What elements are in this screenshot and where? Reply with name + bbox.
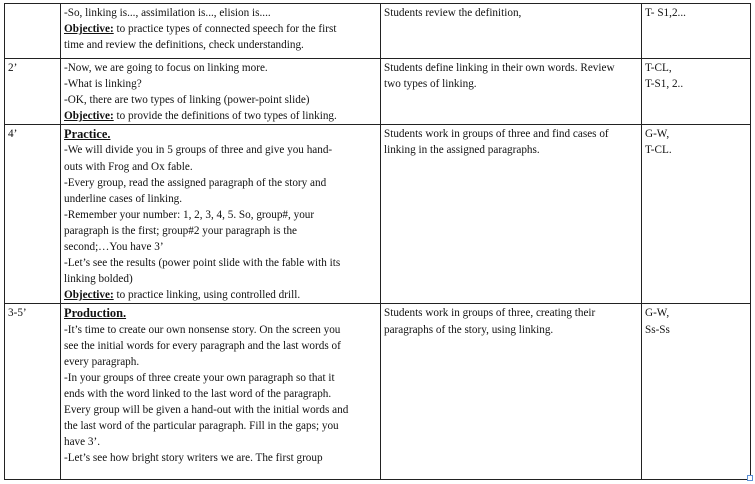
table-row	[5, 304, 751, 480]
interaction-cell	[642, 4, 751, 59]
teacher-line: -Now, we are going to focus on linking more.	[64, 62, 268, 74]
teacher-line: ends with the word linked to the last word of the paragraph.	[64, 387, 332, 400]
teacher-line: -We will divide you in 5 groups of three and give you hand-	[64, 144, 333, 157]
student-line: Students review the definition,	[384, 7, 522, 19]
interaction-line: G-W,	[645, 307, 670, 320]
student-line: linking in the assigned paragraphs.	[384, 144, 540, 157]
teacher-line: paragraph is the first; group#2 your paragraph is the	[64, 224, 298, 237]
teacher-line: -So, linking is..., assimilation is..., elision is....	[64, 7, 271, 19]
interaction-line: T-CL.	[645, 144, 672, 157]
teacher-line: Every group will be given a hand-out with the initial words and	[64, 403, 349, 416]
time-cell: 4’	[5, 125, 61, 304]
interaction-line: G-W,	[645, 128, 670, 141]
teacher-line: see the initial words for every paragraph and the last words of	[64, 339, 341, 352]
teacher-activity-cell	[61, 304, 381, 480]
objective-label: Objective:	[64, 23, 114, 36]
objective-text: to practice linking, using controlled drill.	[113, 289, 301, 302]
teacher-activity-cell	[61, 59, 381, 125]
objective-text: to provide the definitions of two types of linking.	[113, 110, 337, 123]
teacher-line: underline cases of linking.	[64, 192, 183, 205]
teacher-line: linking bolded)	[64, 273, 133, 286]
interaction-line: Ss-Ss	[645, 323, 670, 336]
teacher-line: -Let’s see the results (power point slide with the fable with its	[64, 257, 341, 270]
teacher-activity-cell	[61, 4, 381, 59]
teacher-line: -Every group, read the assigned paragraph of the story and	[64, 176, 327, 189]
time-cell: 2’	[5, 59, 61, 125]
time-cell: 3-5’	[5, 304, 61, 480]
section-heading-practice: Practice.	[64, 127, 111, 142]
teacher-line: have 3’.	[64, 436, 101, 449]
objective-text: time and review the definitions, check understanding.	[64, 39, 304, 52]
student-line: Students define linking in their own words. Review	[384, 62, 615, 74]
teacher-line: -In your groups of three create your own paragraph so that it	[64, 371, 335, 384]
teacher-activity-cell	[61, 125, 381, 304]
student-activity-cell	[381, 304, 642, 480]
objective-label: Objective:	[64, 110, 114, 123]
interaction-cell	[642, 304, 751, 480]
teacher-line: -It’s time to create our own nonsense story. On the screen you	[64, 323, 341, 336]
interaction-cell	[642, 125, 751, 304]
teacher-line: outs with Frog and Ox fable.	[64, 160, 193, 173]
student-activity-cell	[381, 59, 642, 125]
teacher-line: second;…You have 3’	[64, 241, 164, 254]
interaction-line: T-S1, 2..	[645, 78, 684, 91]
objective-text: to practice types of connected speech for the first	[113, 23, 337, 36]
table-row	[5, 4, 751, 59]
interaction-line: T-CL,	[645, 62, 672, 74]
student-line: paragraphs of the story, using linking.	[384, 323, 554, 336]
student-activity-cell	[381, 4, 642, 59]
teacher-line: -Let’s see how bright story writers we are. The first group	[64, 452, 323, 465]
objective-line	[64, 287, 377, 303]
student-activity-cell	[381, 125, 642, 304]
interaction-cell	[642, 59, 751, 125]
teacher-line: -OK, there are two types of linking (power-point slide)	[64, 94, 310, 107]
teacher-line: the last word of the particular paragraph. Fill in the gaps; you	[64, 420, 339, 433]
student-line: Students work in groups of three and find cases of	[384, 128, 609, 141]
time-cell	[5, 4, 61, 59]
table-row	[5, 125, 751, 304]
table-row	[5, 59, 751, 125]
teacher-line: -What is linking?	[64, 78, 142, 91]
interaction-line: T- S1,2...	[645, 7, 686, 19]
student-line: Students work in groups of three, creating their	[384, 307, 596, 320]
teacher-line: -Remember your number: 1, 2, 3, 4, 5. So, group#, your	[64, 208, 315, 221]
student-line: two types of linking.	[384, 78, 477, 91]
lesson-plan-table	[4, 3, 751, 480]
teacher-line: every paragraph.	[64, 355, 140, 368]
objective-line	[64, 21, 377, 37]
section-heading-production: Production.	[64, 306, 127, 321]
table-resize-handle[interactable]	[747, 475, 753, 481]
objective-line	[64, 108, 377, 124]
objective-label: Objective:	[64, 289, 114, 302]
